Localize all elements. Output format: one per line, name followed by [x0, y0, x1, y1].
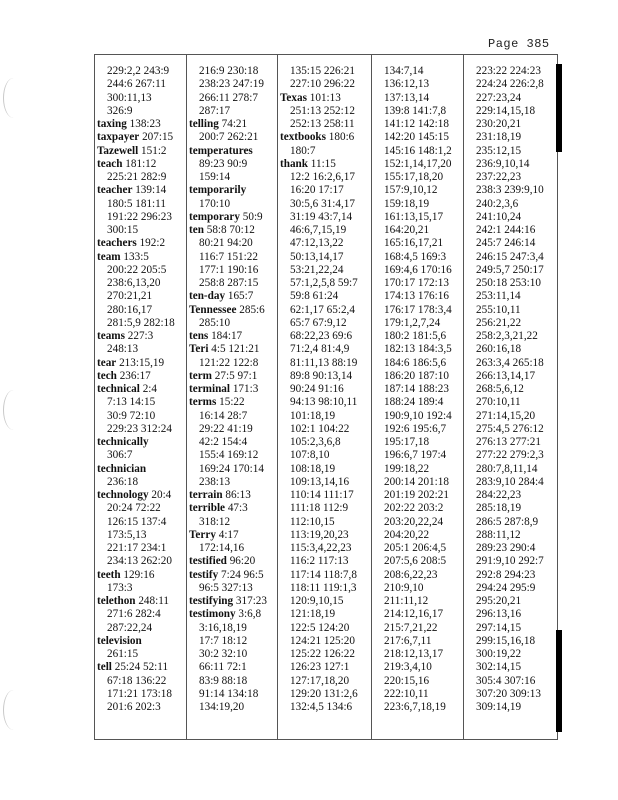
index-entry-pages: 294:24 295:9	[476, 581, 536, 594]
index-entry-pages: 199:18,22	[384, 462, 430, 475]
index-entry-pages: 116:2 117:13	[290, 555, 349, 568]
index-entry-pages: 16:20 17:17	[290, 184, 344, 197]
index-entry-term: Terry 4:17	[189, 528, 239, 541]
index-entry-pages: 300:15	[107, 224, 139, 236]
index-entry-pages: 122:5 124:20	[290, 621, 350, 634]
index-entry-term: terrible 47:3	[189, 502, 248, 515]
index-entry-pages: 107:8,10	[290, 449, 330, 462]
index-entry-pages: 66:11 72:1	[199, 661, 247, 674]
index-entry-pages: 3:16,18,19	[199, 621, 247, 634]
index-entry-term: technician	[97, 462, 147, 475]
index-entry-term: terminal 171:3	[189, 383, 259, 395]
index-entry-pages: 277:22 279:2,3	[476, 449, 544, 462]
index-entry-pages: 230:20,21	[476, 118, 522, 130]
index-column-2	[186, 55, 277, 739]
index-entry-pages: 241:10,24	[476, 210, 522, 223]
index-entry-term: temporary 50:9	[189, 210, 263, 223]
index-entry-pages: 305:4 307:16	[476, 674, 536, 687]
index-entry-pages: 229:14,15,18	[476, 104, 536, 117]
index-entry-pages: 252:13 258:11	[290, 118, 355, 130]
index-entry-pages: 68:22,23 69:6	[290, 330, 353, 342]
index-entry-pages: 105:2,3,6,8	[290, 436, 341, 448]
index-entry-pages: 169:24 170:14	[199, 462, 264, 475]
index-entry-pages: 186:20 187:10	[384, 369, 449, 382]
index-entry-pages: 234:13 262:20	[107, 555, 172, 568]
index-entry-pages: 201:6 202:3	[107, 701, 161, 713]
index-entry-pages: 170:10	[199, 197, 231, 210]
index-entry-pages: 236:18	[107, 475, 139, 488]
index-entry-pages: 135:15 226:21	[290, 65, 355, 77]
index-entry-pages: 141:12 142:18	[384, 118, 449, 130]
index-entry-term: ten 58:8 70:12	[189, 224, 255, 236]
index-entry-pages: 253:11,14	[476, 290, 521, 303]
index-entry-pages: 280:16,17	[107, 303, 153, 316]
index-entry-pages: 16:14 28:7	[199, 409, 248, 422]
index-entry-pages: 113:19,20,23	[290, 528, 349, 541]
index-entry-pages: 203:20,22,24	[384, 515, 444, 528]
index-entry-term: technically	[97, 436, 149, 448]
index-entry-pages: 47:12,13,22	[290, 237, 344, 250]
index-entry-pages: 263:3,4 265:18	[476, 356, 544, 369]
index-entry-pages: 285:10	[199, 316, 231, 329]
index-entry-pages: 29:22 41:19	[199, 422, 253, 435]
index-entry-pages: 276:13 277:21	[476, 436, 541, 448]
index-entry-pages: 57:1,2,5,8 59:7	[290, 277, 358, 289]
index-entry-pages: 179:1,2,7,24	[384, 316, 441, 329]
index-entry-term: term 27:5 97:1	[189, 369, 258, 382]
index-entry-pages: 139:8 141:7,8	[384, 104, 447, 117]
index-entry-pages: 184:6 186:5,6	[384, 356, 447, 369]
index-entry-pages: 83:9 88:18	[199, 674, 248, 687]
index-entry-term: Tazewell 151:2	[97, 144, 167, 157]
index-entry-pages: 171:21 173:18	[107, 687, 172, 700]
index-entry-pages: 127:17,18,20	[290, 674, 350, 687]
index-entry-term: temperatures	[189, 144, 253, 157]
index-entry-pages: 42:2 154:4	[199, 436, 248, 448]
index-entry-pages: 260:16,18	[476, 343, 522, 356]
index-column-1	[95, 55, 186, 739]
index-entry-pages: 173:5,13	[107, 528, 147, 541]
index-entry-pages: 30:5,6 31:4,17	[290, 197, 355, 210]
index-entry-pages: 229:23 312:24	[107, 422, 172, 435]
index-entry-term: Texas 101:13	[280, 91, 341, 104]
index-entry-pages: 287:17	[199, 104, 231, 117]
index-entry-pages: 292:8 294:23	[476, 568, 536, 581]
index-entry-term: taxpayer 207:15	[97, 131, 174, 144]
index-entry-pages: 306:7	[107, 449, 133, 462]
index-entry-pages: 221:17 234:1	[107, 542, 167, 554]
index-entry-pages: 142:20 145:15	[384, 131, 449, 144]
index-entry-pages: 227:23,24	[476, 91, 522, 104]
index-entry-pages: 195:17,18	[384, 436, 430, 448]
index-entry-pages: 115:3,4,22,23	[290, 542, 352, 554]
index-entry-pages: 201:19 202:21	[384, 489, 449, 501]
index-entry-pages: 177:1 190:16	[199, 263, 259, 276]
index-entry-pages: 172:14,16	[199, 542, 245, 554]
index-entry-pages: 208:6,22,23	[384, 568, 438, 581]
index-entry-pages: 155:4 169:12	[199, 449, 259, 462]
index-entry-pages: 237:22,23	[476, 171, 522, 183]
index-entry-term: Tennessee 285:6	[189, 303, 265, 316]
index-entry-pages: 59:8 61:24	[290, 290, 339, 303]
index-entry-pages: 202:22 203:2	[384, 502, 444, 515]
index-entry-term: teeth 129:16	[97, 568, 155, 581]
index-entry-pages: 291:9,10 292:7	[476, 555, 544, 568]
index-entry-pages: 222:10,11	[384, 687, 429, 700]
index-entry-term: ten-day 165:7	[189, 290, 254, 303]
index-entry-pages: 170:17 172:13	[384, 277, 449, 289]
index-entry-pages: 223:22 224:23	[476, 65, 541, 77]
index-entry-pages: 174:13 176:16	[384, 290, 449, 303]
index-entry-term: testify 7:24 96:5	[189, 568, 264, 581]
index-entry-term: team 133:5	[97, 250, 149, 263]
index-entry-pages: 280:7,8,11,14	[476, 462, 538, 475]
index-entry-pages: 300:19,22	[476, 648, 522, 660]
index-entry-pages: 121:18,19	[290, 608, 336, 621]
index-entry-pages: 255:10,11	[476, 303, 521, 316]
index-entry-pages: 268:5,6,12	[476, 383, 524, 395]
index-entry-term: telling 74:21	[189, 118, 248, 130]
index-entry-pages: 286:5 287:8,9	[476, 515, 539, 528]
index-entry-pages: 250:18 253:10	[476, 277, 541, 289]
index-entry-pages: 173:3	[107, 581, 133, 594]
index-entry-pages: 126:23 127:1	[290, 661, 350, 674]
index-entry-pages: 307:20 309:13	[476, 687, 541, 700]
index-entry-term: temporarily	[189, 184, 247, 197]
index-entry-pages: 258:2,3,21,22	[476, 330, 538, 342]
index-entry-pages: 134:19,20	[199, 701, 245, 713]
index-entry-pages: 152:1,14,17,20	[384, 157, 452, 170]
index-entry-pages: 129:20 131:2,6	[290, 687, 358, 700]
index-entry-pages: 108:18,19	[290, 462, 336, 475]
index-entry-pages: 214:12,16,17	[384, 608, 444, 621]
index-entry-pages: 112:10,15	[290, 515, 335, 528]
index-entry-pages: 96:5 327:13	[199, 581, 253, 594]
index-entry-term: taxing 138:23	[97, 118, 161, 130]
index-entry-pages: 302:14,15	[476, 661, 522, 674]
index-entry-term: terrain 86:13	[189, 489, 251, 501]
index-entry-pages: 126:15 137:4	[107, 515, 167, 528]
index-entry-term: testified 96:20	[189, 555, 256, 568]
index-entry-pages: 200:22 205:5	[107, 263, 167, 276]
index-entry-pages: 125:22 126:22	[290, 648, 355, 660]
index-entry-pages: 102:1 104:22	[290, 422, 350, 435]
index-entry-pages: 284:22,23	[476, 489, 522, 501]
index-entry-pages: 218:12,13,17	[384, 648, 444, 660]
word-index-table	[94, 54, 558, 740]
index-entry-pages: 165:16,17,21	[384, 237, 444, 250]
index-entry-pages: 256:21,22	[476, 316, 522, 329]
index-entry-pages: 159:14	[199, 171, 231, 183]
index-entry-pages: 109:13,14,16	[290, 475, 350, 488]
index-entry-pages: 71:2,4 81:4,9	[290, 343, 350, 356]
index-entry-pages: 238:3 239:9,10	[476, 184, 544, 197]
index-entry-pages: 240:2,3,6	[476, 197, 519, 210]
index-entry-pages: 326:9	[107, 104, 133, 117]
index-entry-term: teacher 139:14	[97, 184, 167, 197]
index-entry-pages: 188:24 189:4	[384, 396, 444, 409]
index-entry-pages: 111:18 112:9	[290, 502, 349, 515]
index-entry-pages: 205:1 206:4,5	[384, 542, 447, 554]
index-entry-pages: 235:12,15	[476, 144, 522, 157]
index-entry-pages: 238:6,13,20	[107, 277, 161, 289]
index-entry-pages: 53:21,22,24	[290, 263, 344, 276]
index-entry-pages: 204:20,22	[384, 528, 430, 541]
index-entry-pages: 50:13,14,17	[290, 250, 344, 263]
index-entry-pages: 161:13,15,17	[384, 210, 444, 223]
index-entry-pages: 309:14,19	[476, 701, 522, 713]
index-entry-pages: 297:14,15	[476, 621, 522, 634]
index-entry-pages: 121:22 122:8	[199, 356, 259, 369]
index-entry-term: teams 227:3	[97, 330, 154, 342]
index-entry-pages: 245:7 246:14	[476, 237, 536, 250]
index-entry-pages: 89:23 90:9	[199, 157, 248, 170]
index-entry-pages: 164:20,21	[384, 224, 430, 236]
index-entry-pages: 211:11,12	[384, 595, 429, 607]
index-entry-pages: 289:23 290:4	[476, 542, 536, 554]
index-entry-pages: 81:11,13 88:19	[290, 356, 358, 369]
index-entry-pages: 238:13	[199, 475, 231, 488]
index-entry-pages: 145:16 148:1,2	[384, 144, 452, 157]
index-entry-pages: 246:15 247:3,4	[476, 250, 544, 263]
index-entry-pages: 134:7,14	[384, 65, 424, 77]
index-entry-pages: 182:13 184:3,5	[384, 343, 452, 356]
index-entry-pages: 299:15,16,18	[476, 634, 536, 647]
index-entry-pages: 191:22 296:23	[107, 210, 172, 223]
index-entry-pages: 270:21,21	[107, 290, 153, 303]
index-entry-pages: 169:4,6 170:16	[384, 263, 452, 276]
index-column-5	[463, 55, 557, 739]
index-entry-pages: 12:2 16:2,6,17	[290, 171, 355, 183]
index-entry-term: textbooks 180:6	[280, 131, 355, 144]
index-entry-pages: 176:17 178:3,4	[384, 303, 452, 316]
index-entry-pages: 288:11,12	[476, 528, 521, 541]
index-entry-pages: 7:13 14:15	[107, 396, 156, 409]
index-entry-pages: 30:2 32:10	[199, 648, 248, 660]
index-entry-pages: 101:18,19	[290, 409, 336, 422]
index-entry-pages: 180:5 181:11	[107, 197, 166, 210]
index-entry-pages: 20:24 72:22	[107, 502, 161, 515]
index-entry-pages: 67:18 136:22	[107, 674, 167, 687]
index-entry-pages: 117:14 118:7,8	[290, 568, 357, 581]
index-entry-pages: 236:9,10,14	[476, 157, 530, 170]
index-entry-term: testifying 317:23	[189, 595, 267, 607]
index-entry-term: technical 2:4	[97, 383, 157, 395]
index-column-4	[371, 55, 463, 739]
index-entry-pages: 187:14 188:23	[384, 383, 449, 395]
index-entry-pages: 157:9,10,12	[384, 184, 438, 197]
index-entry-term: Teri 4:5 121:21	[189, 343, 260, 356]
index-entry-pages: 132:4,5 134:6	[290, 701, 353, 713]
index-entry-pages: 136:12,13	[384, 78, 430, 91]
index-entry-pages: 238:23 247:19	[199, 78, 264, 91]
index-entry-pages: 225:21 282:9	[107, 171, 167, 183]
index-entry-pages: 207:5,6 208:5	[384, 555, 447, 568]
index-entry-term: telethon 248:11	[97, 595, 169, 607]
index-entry-pages: 231:18,19	[476, 131, 522, 144]
page-edge-bar-top	[556, 64, 562, 152]
index-column-3	[277, 55, 371, 739]
index-entry-pages: 287:22,24	[107, 621, 153, 634]
index-entry-pages: 295:20,21	[476, 595, 522, 607]
index-entry-pages: 196:6,7 197:4	[384, 449, 447, 462]
index-entry-term: technology 20:4	[97, 489, 172, 501]
index-entry-pages: 190:9,10 192:4	[384, 409, 452, 422]
index-entry-pages: 200:7 262:21	[199, 131, 259, 144]
index-entry-term: teachers 192:2	[97, 237, 166, 250]
index-entry-pages: 266:13,14,17	[476, 369, 536, 382]
index-entry-pages: 90:24 91:16	[290, 383, 344, 395]
index-entry-pages: 271:6 282:4	[107, 608, 161, 621]
index-entry-pages: 275:4,5 276:12	[476, 422, 544, 435]
index-entry-pages: 220:15,16	[384, 674, 430, 687]
index-entry-term: television	[97, 634, 142, 647]
page-edge-bar-bottom	[556, 630, 562, 732]
index-entry-pages: 219:3,4,10	[384, 661, 432, 674]
index-entry-term: tech 236:17	[97, 369, 151, 382]
index-entry-term: tear 213:15,19	[97, 356, 165, 369]
index-entry-pages: 248:13	[107, 343, 139, 356]
index-entry-pages: 30:9 72:10	[107, 409, 156, 422]
index-entry-term: testimony 3:6,8	[189, 608, 262, 621]
index-entry-term: tell 25:24 52:11	[97, 661, 169, 674]
index-entry-pages: 155:17,18,20	[384, 171, 444, 183]
page-number: Page 385	[488, 37, 550, 51]
index-entry-pages: 229:2,2 243:9	[107, 65, 170, 77]
index-entry-pages: 249:5,7 250:17	[476, 263, 544, 276]
index-entry-pages: 258:8 287:15	[199, 277, 259, 289]
index-entry-pages: 227:10 296:22	[290, 78, 355, 91]
index-entry-term: teach 181:12	[97, 157, 157, 170]
index-entry-pages: 283:9,10 284:4	[476, 475, 544, 488]
index-entry-pages: 215:7,21,22	[384, 621, 438, 634]
index-entry-pages: 91:14 134:18	[199, 687, 259, 700]
index-entry-pages: 270:10,11	[476, 396, 521, 409]
index-entry-pages: 180:2 181:5,6	[384, 330, 447, 342]
index-entry-pages: 261:15	[107, 648, 139, 660]
index-entry-pages: 137:13,14	[384, 91, 430, 104]
index-entry-pages: 62:1,17 65:2,4	[290, 303, 355, 316]
index-entry-pages: 17:7 18:12	[199, 634, 248, 647]
index-entry-pages: 217:6,7,11	[384, 634, 432, 647]
index-entry-pages: 300:11,13	[107, 91, 152, 104]
index-entry-term: terms 15:22	[189, 396, 245, 409]
index-entry-pages: 80:21 94:20	[199, 237, 253, 250]
index-entry-pages: 89:8 90:13,14	[290, 369, 353, 382]
index-entry-pages: 168:4,5 169:3	[384, 250, 447, 263]
index-entry-pages: 266:11 278:7	[199, 91, 258, 104]
index-entry-pages: 296:13,16	[476, 608, 522, 621]
index-entry-pages: 244:6 267:11	[107, 78, 166, 91]
index-entry-pages: 159:18,19	[384, 197, 430, 210]
index-entry-term: tens 184:17	[189, 330, 243, 342]
index-entry-pages: 224:24 226:2,8	[476, 78, 544, 91]
index-entry-pages: 251:13 252:12	[290, 104, 355, 117]
index-entry-pages: 46:6,7,15,19	[290, 224, 347, 236]
index-entry-pages: 216:9 230:18	[199, 65, 259, 77]
index-entry-term: thank 11:15	[280, 157, 336, 170]
index-entry-pages: 210:9,10	[384, 581, 424, 594]
index-entry-pages: 110:14 111:17	[290, 489, 354, 501]
index-entry-pages: 223:6,7,18,19	[384, 701, 446, 713]
index-entry-pages: 124:21 125:20	[290, 634, 355, 647]
index-entry-pages: 94:13 98:10,11	[290, 396, 358, 409]
index-entry-pages: 281:5,9 282:18	[107, 316, 175, 329]
index-entry-pages: 242:1 244:16	[476, 224, 536, 236]
index-entry-pages: 65:7 67:9,12	[290, 316, 347, 329]
index-entry-pages: 180:7	[290, 144, 316, 157]
index-entry-pages: 285:18,19	[476, 502, 522, 515]
index-entry-pages: 318:12	[199, 515, 231, 528]
index-entry-pages: 271:14,15,20	[476, 409, 536, 422]
index-entry-pages: 120:9,10,15	[290, 595, 344, 607]
index-entry-pages: 118:11 119:1,3	[290, 581, 357, 594]
index-entry-pages: 192:6 195:6,7	[384, 422, 447, 435]
index-entry-pages: 31:19 43:7,14	[290, 210, 353, 223]
index-entry-pages: 200:14 201:18	[384, 475, 449, 488]
index-entry-pages: 116:7 151:22	[199, 250, 258, 263]
